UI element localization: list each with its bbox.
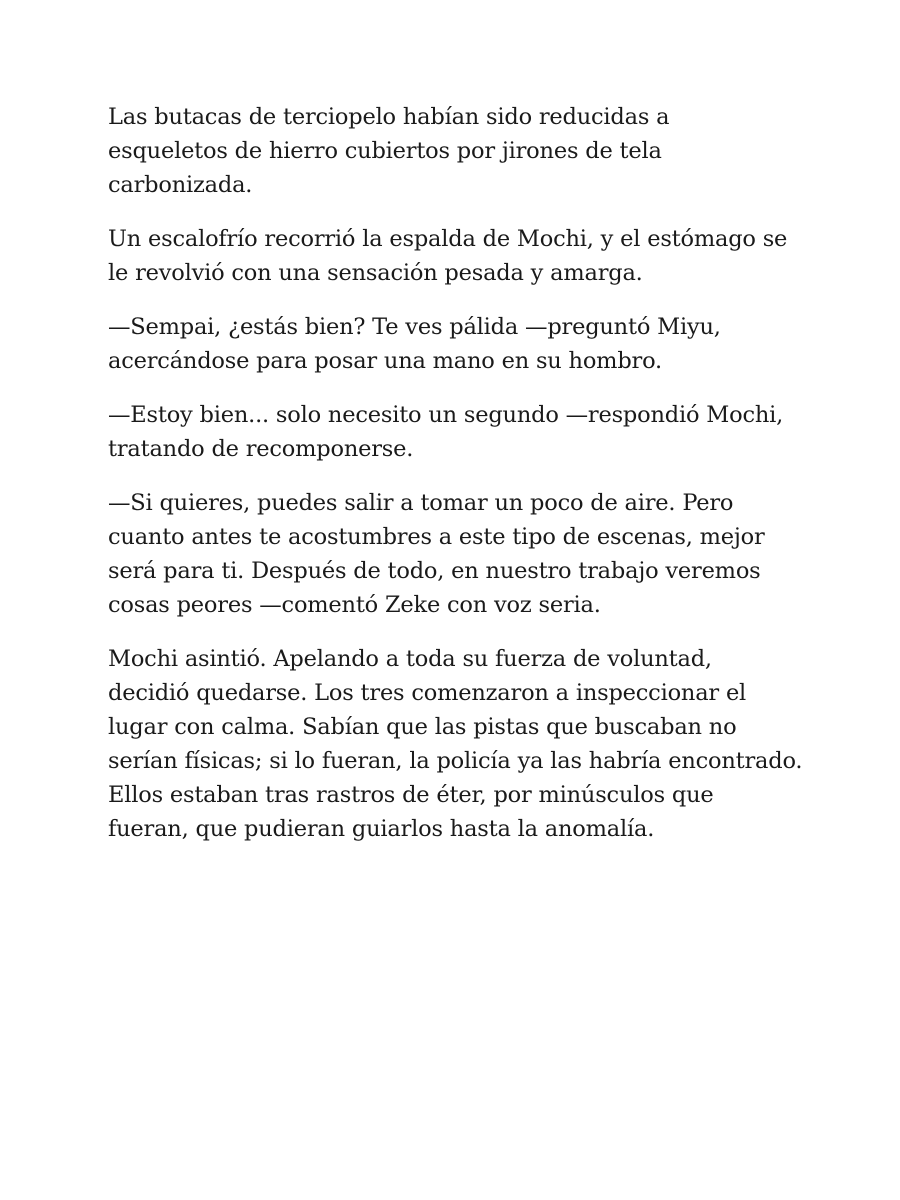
paragraph-1: Las butacas de terciopelo habían sido reducidas a esqueletos de hierro cubiertos por jirones de tela carbonizada. <box>108 104 670 198</box>
paragraph-2: Un escalofrío recorrió la espalda de Mochi, y el estómago se le revolvió con una sensación pesada y amarga. <box>108 226 788 286</box>
paragraph-5: —Si quieres, puedes salir a tomar un poco de aire. Pero cuanto antes te acostumbres a este tipo de escenas, mejor será para ti. Después de todo, en nuestro trabajo veremos cosas peores —comentó Zeke con voz seria. <box>108 490 765 618</box>
paragraph-4: —Estoy bien... solo necesito un segundo —respondió Mochi, tratando de recomponerse. <box>108 402 784 462</box>
paragraph-3: —Sempai, ¿estás bien? Te ves pálida —preguntó Miyu, acercándose para posar una mano en su hombro. <box>108 314 721 374</box>
body-text <box>108 100 808 866</box>
paragraph-6: Mochi asintió. Apelando a toda su fuerza de voluntad, decidió quedarse. Los tres comenzaron a inspeccionar el lugar con calma. Sabían que las pistas que buscaban no serían físicas; si lo fueran, la policía ya las habría encontrado. Ellos estaban tras rastros de éter, por minúsculos que fueran, que pudieran guiarlos hasta la anomalía. <box>108 646 803 842</box>
